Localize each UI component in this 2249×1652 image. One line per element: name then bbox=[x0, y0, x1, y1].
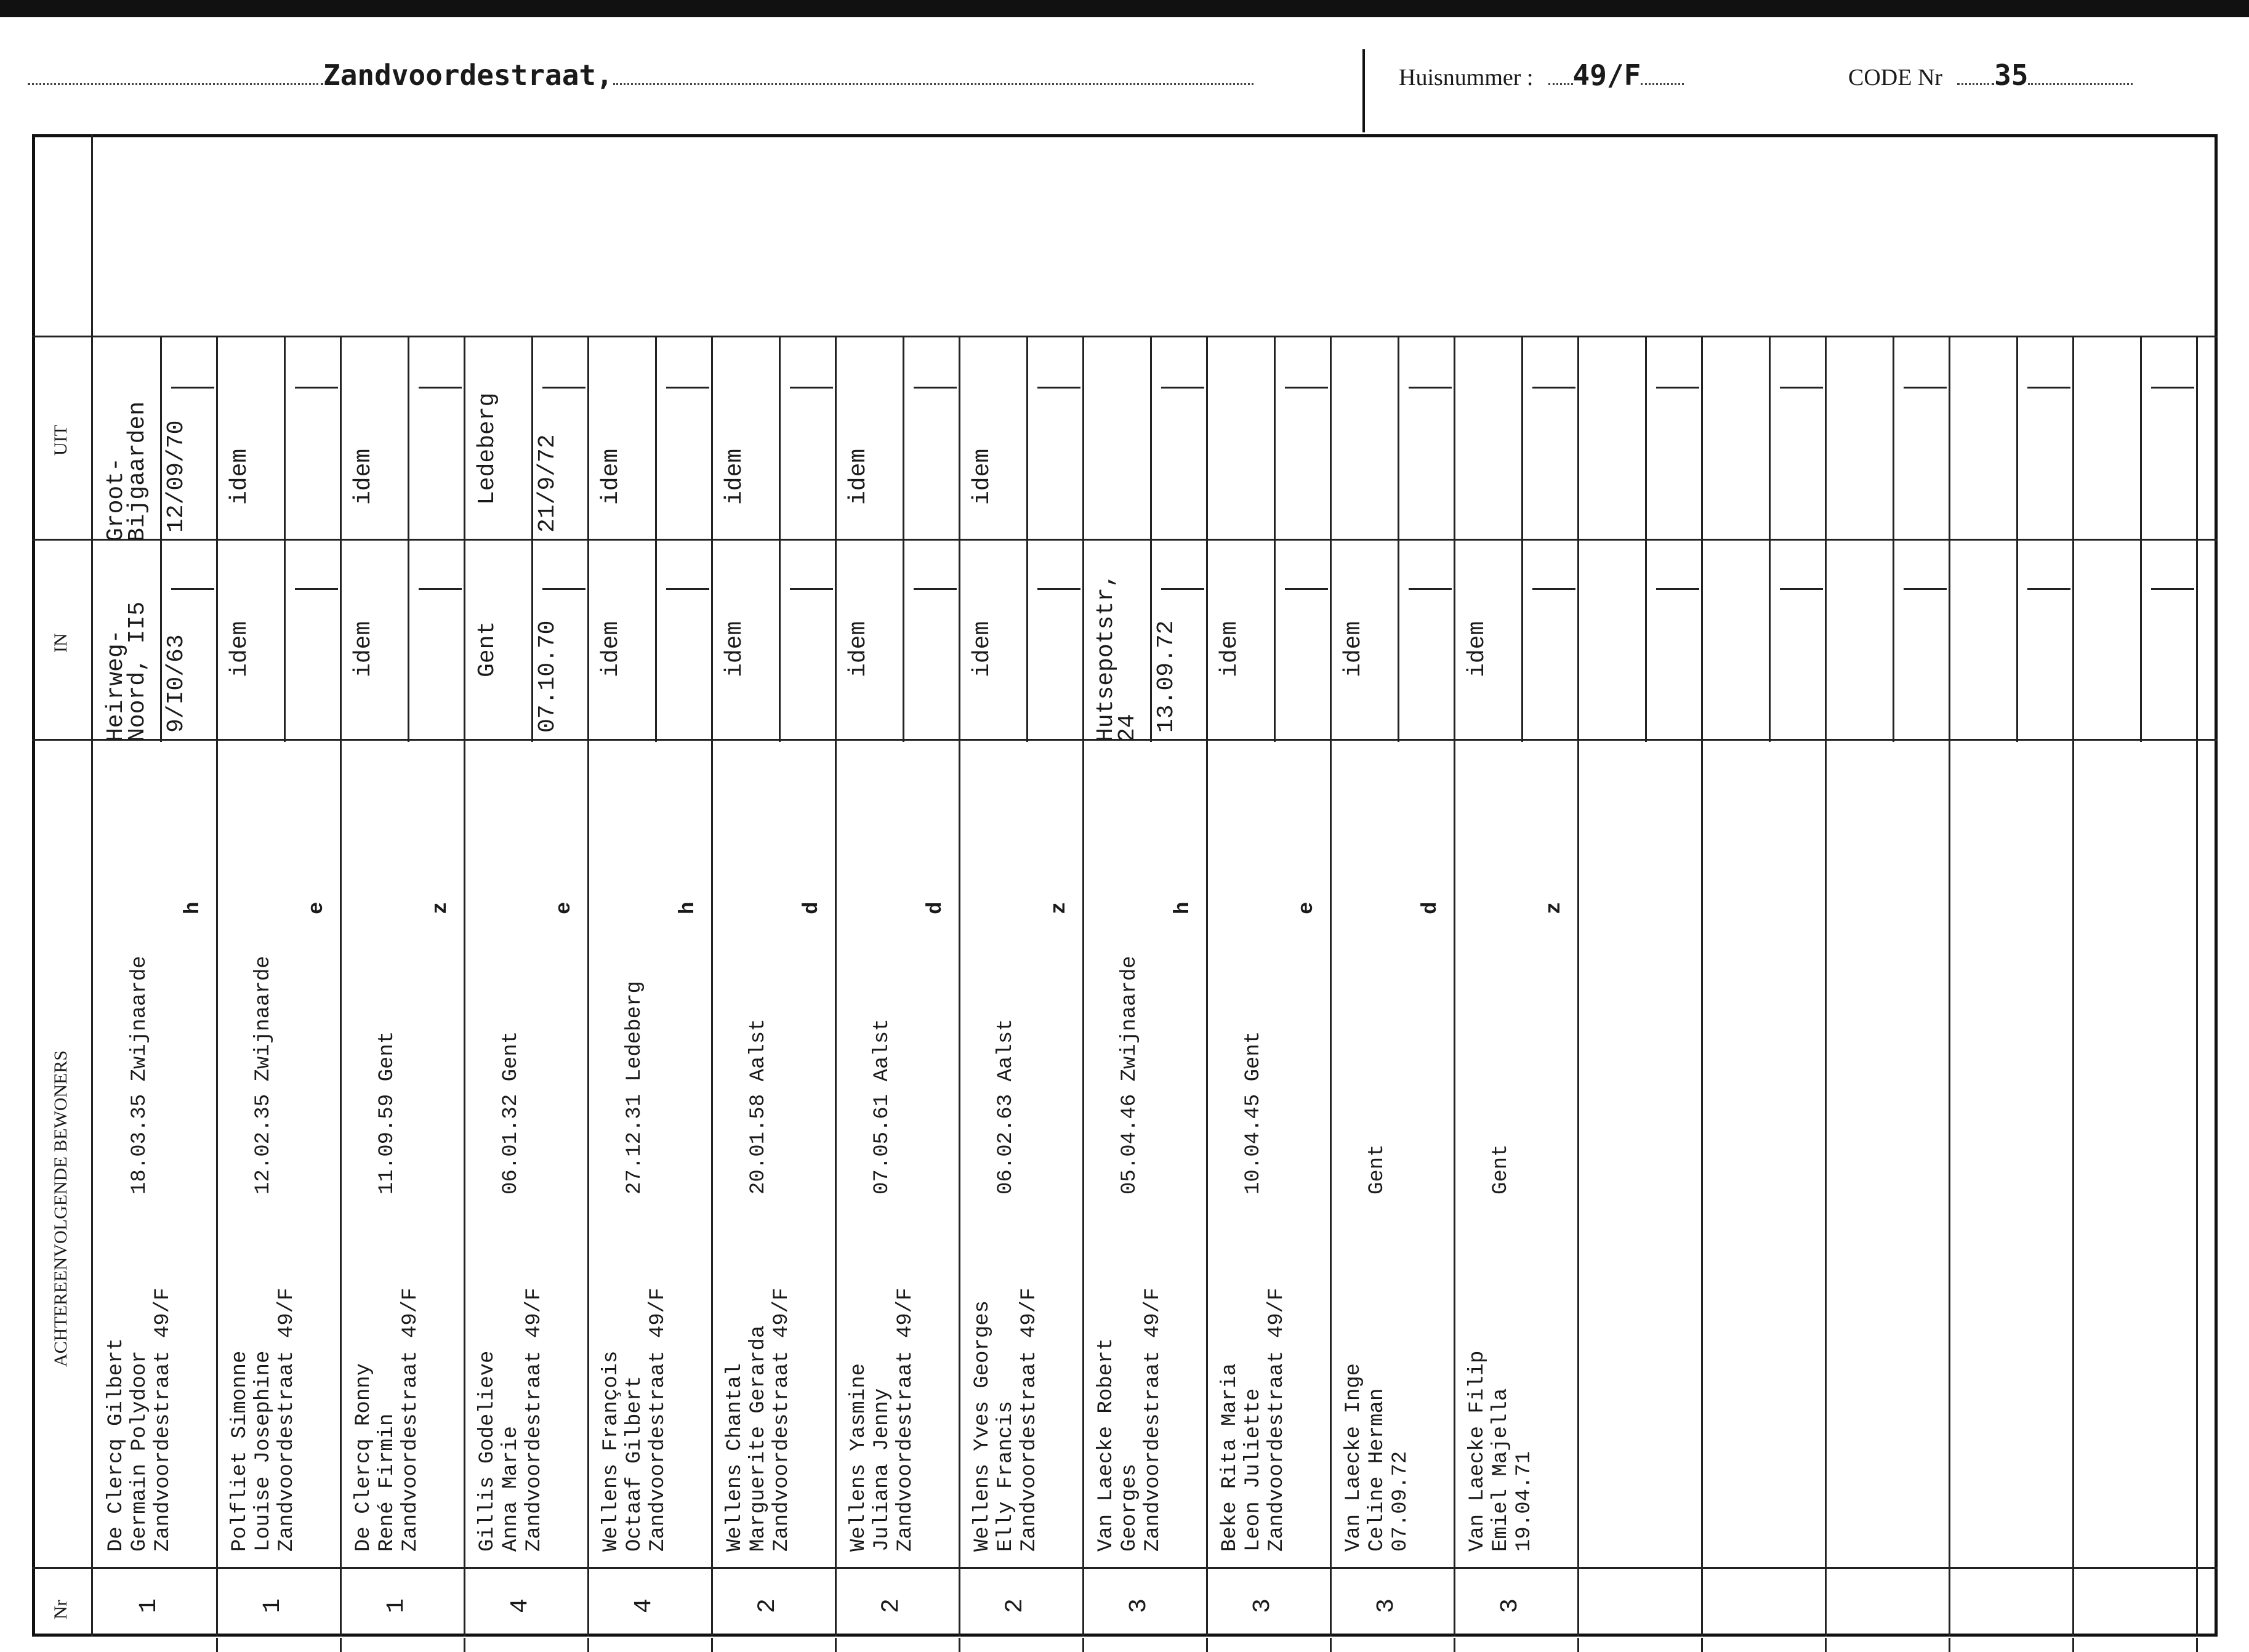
resident-address: Zandvoordestraat 49/F bbox=[399, 1287, 422, 1552]
resident-address: Zandvoordestraat 49/F bbox=[1265, 1287, 1289, 1552]
in-place: Heirweg- bbox=[103, 629, 129, 742]
in-place: idem bbox=[845, 621, 872, 677]
code-label: CODE Nr bbox=[1848, 65, 1943, 91]
resident-nr: 4 bbox=[507, 1598, 534, 1613]
top-black-edge bbox=[0, 0, 2249, 17]
bottom-tick bbox=[1454, 1638, 1455, 1652]
resident-nr: 2 bbox=[754, 1598, 782, 1613]
in-column-label: IN bbox=[50, 633, 71, 653]
resident-address: 07.09.72 bbox=[1389, 1451, 1412, 1552]
resident-name-line1: Van Laecke Inge bbox=[1342, 1363, 1366, 1552]
resident-name-line2: Octaaf Gilbert bbox=[623, 1376, 646, 1552]
bottom-tick bbox=[1577, 1638, 1579, 1652]
empty-mark bbox=[1656, 588, 1699, 590]
bottom-tick bbox=[1082, 1638, 1084, 1652]
resident-name-line1: Wellens Yasmine bbox=[847, 1363, 871, 1552]
empty-mark bbox=[1904, 387, 1947, 389]
uit-place: idem bbox=[350, 448, 377, 505]
in-cell-divider bbox=[1150, 336, 1152, 742]
empty-mark bbox=[419, 588, 462, 590]
resident-birth: 06.01.32 Gent bbox=[499, 1031, 523, 1195]
resident-relation-letter: z bbox=[429, 901, 453, 914]
in-cell-divider bbox=[1893, 336, 1894, 742]
resident-name-line1: Van Laecke Robert bbox=[1095, 1338, 1118, 1552]
empty-mark bbox=[1037, 588, 1080, 590]
resident-address: Zandvoordestraat 49/F bbox=[1141, 1287, 1165, 1552]
resident-address: Zandvoordestraat 49/F bbox=[770, 1287, 794, 1552]
empty-mark bbox=[914, 588, 957, 590]
resident-relation-letter: h bbox=[677, 901, 700, 914]
resident-nr: 3 bbox=[1125, 1598, 1153, 1613]
in-cell-divider bbox=[1645, 336, 1647, 742]
resident-birth: 12.02.35 Zwijnaarde bbox=[252, 956, 275, 1195]
resident-relation-letter: e bbox=[1295, 901, 1319, 914]
empty-mark bbox=[2151, 387, 2194, 389]
column-separator bbox=[1577, 336, 1579, 1637]
empty-mark bbox=[1161, 387, 1204, 389]
nr-column-label: Nr bbox=[50, 1600, 71, 1619]
column-separator bbox=[1949, 336, 1950, 1637]
in-cell-divider bbox=[1398, 336, 1399, 742]
resident-nr: 1 bbox=[135, 1598, 163, 1613]
empty-mark bbox=[1780, 588, 1823, 590]
empty-mark bbox=[2151, 588, 2194, 590]
empty-mark bbox=[2027, 588, 2070, 590]
resident-name-line2: René Firmin bbox=[376, 1413, 399, 1552]
empty-mark bbox=[1532, 588, 1575, 590]
resident-nr: 1 bbox=[383, 1598, 411, 1613]
column-separator bbox=[340, 336, 342, 1637]
uit-place: Ledeberg bbox=[474, 392, 501, 505]
column-separator bbox=[1206, 336, 1208, 1637]
uit-place: idem bbox=[969, 448, 996, 505]
resident-name-line2: Leon Juliette bbox=[1242, 1388, 1265, 1552]
resident-name-line1: Wellens François bbox=[600, 1350, 623, 1552]
code-field bbox=[1848, 58, 2133, 93]
resident-name-line1: Wellens Chantal bbox=[723, 1363, 747, 1552]
bottom-tick bbox=[1206, 1638, 1208, 1652]
in-cell-divider bbox=[2016, 336, 2018, 742]
column-separator bbox=[959, 336, 960, 1637]
empty-mark bbox=[1161, 588, 1204, 590]
uit-date: 12/09/70 bbox=[163, 420, 190, 533]
in-top-rule bbox=[32, 539, 2218, 541]
resident-birth: Gent bbox=[1489, 1144, 1513, 1195]
nr-top-rule bbox=[32, 1567, 2218, 1569]
uit-place: idem bbox=[598, 448, 624, 505]
empty-mark bbox=[295, 588, 338, 590]
column-separator bbox=[835, 336, 837, 1637]
resident-birth: 11.09.59 Gent bbox=[376, 1031, 399, 1195]
huisnummer-label: Huisnummer : bbox=[1399, 65, 1534, 91]
resident-name-line2: Celine Herman bbox=[1366, 1388, 1389, 1552]
empty-mark bbox=[1532, 387, 1575, 389]
uit-place: idem bbox=[227, 448, 253, 505]
resident-address: 19.04.71 bbox=[1513, 1451, 1536, 1552]
resident-name-line2: Louise Josephine bbox=[252, 1350, 275, 1552]
resident-relation-letter: d bbox=[924, 901, 947, 914]
empty-mark bbox=[295, 387, 338, 389]
resident-birth: 06.02.63 Aalst bbox=[994, 1018, 1018, 1195]
in-cell-divider bbox=[1274, 336, 1276, 742]
bottom-tick bbox=[1701, 1638, 1703, 1652]
bottom-tick bbox=[2072, 1638, 2074, 1652]
resident-name-line2: Georges bbox=[1118, 1464, 1141, 1552]
in-cell-divider bbox=[160, 336, 162, 742]
empty-mark bbox=[542, 387, 585, 389]
bottom-tick bbox=[587, 1638, 589, 1652]
huisnummer-field bbox=[1399, 58, 1684, 93]
empty-mark bbox=[171, 387, 214, 389]
resident-birth: 27.12.31 Ledeberg bbox=[623, 981, 646, 1195]
resident-name-line1: Van Laecke Filip bbox=[1466, 1350, 1489, 1552]
in-cell-divider bbox=[1769, 336, 1771, 742]
resident-name-line2: Marguerite Gerarda bbox=[747, 1325, 770, 1552]
resident-birth: 20.01.58 Aalst bbox=[747, 1018, 770, 1195]
in-place: idem bbox=[598, 621, 624, 677]
bottom-tick bbox=[464, 1638, 465, 1652]
resident-nr: 4 bbox=[630, 1598, 658, 1613]
resident-relation-letter: e bbox=[553, 901, 576, 914]
column-separator bbox=[216, 336, 218, 1637]
column-separator bbox=[711, 336, 713, 1637]
empty-mark bbox=[914, 387, 957, 389]
resident-birth: 07.05.61 Aalst bbox=[871, 1018, 894, 1195]
uit-place-2: Bijgaarden bbox=[124, 401, 151, 542]
column-separator bbox=[464, 336, 465, 1637]
empty-mark bbox=[1656, 387, 1699, 389]
resident-birth: 10.04.45 Gent bbox=[1242, 1031, 1265, 1195]
huisnummer-value: 49/F bbox=[1572, 58, 1641, 92]
bottom-tick bbox=[2196, 1638, 2198, 1652]
header-divider bbox=[1362, 49, 1365, 132]
resident-nr: 3 bbox=[1249, 1598, 1277, 1613]
resident-name-line1: Wellens Yves Georges bbox=[971, 1300, 994, 1552]
in-place: idem bbox=[969, 621, 996, 677]
in-place-2: 24 bbox=[1114, 714, 1141, 742]
in-place: idem bbox=[1464, 621, 1491, 677]
column-separator bbox=[587, 336, 589, 1637]
resident-nr: 3 bbox=[1497, 1598, 1524, 1613]
bottom-tick bbox=[959, 1638, 960, 1652]
in-place: idem bbox=[227, 621, 253, 677]
resident-name-line1: Gillis Godelieve bbox=[476, 1350, 499, 1552]
empty-mark bbox=[1409, 387, 1452, 389]
empty-mark bbox=[1285, 387, 1328, 389]
bottom-tick bbox=[1825, 1638, 1827, 1652]
resident-address: Zandvoordestraat 49/F bbox=[646, 1287, 670, 1552]
in-cell-divider bbox=[1026, 336, 1028, 742]
in-cell-divider bbox=[903, 336, 904, 742]
bottom-tick bbox=[216, 1638, 218, 1652]
bottom-tick bbox=[1949, 1638, 1950, 1652]
in-date: 13.09.72 bbox=[1153, 620, 1180, 733]
resident-address: Zandvoordestraat 49/F bbox=[275, 1287, 299, 1552]
in-place: idem bbox=[1340, 621, 1367, 677]
uit-place: idem bbox=[722, 448, 748, 505]
in-date: 07.10.70 bbox=[534, 620, 561, 733]
column-separator bbox=[1082, 336, 1084, 1637]
resident-birth: Gent bbox=[1366, 1144, 1389, 1195]
empty-mark bbox=[1780, 387, 1823, 389]
empty-mark bbox=[666, 588, 709, 590]
in-cell-divider bbox=[1521, 336, 1523, 742]
in-place: idem bbox=[722, 621, 748, 677]
resident-address: Zandvoordestraat 49/F bbox=[1018, 1287, 1041, 1552]
in-cell-divider bbox=[655, 336, 657, 742]
resident-name-line2: Juliana Jenny bbox=[871, 1388, 894, 1552]
resident-relation-letter: d bbox=[800, 901, 824, 914]
in-cell-divider bbox=[408, 336, 409, 742]
empty-mark bbox=[790, 387, 833, 389]
in-cell-divider bbox=[284, 336, 286, 742]
empty-mark bbox=[666, 387, 709, 389]
column-separator bbox=[2072, 336, 2074, 1637]
resident-birth: 18.03.35 Zwijnaarde bbox=[128, 956, 151, 1195]
label-column-rule bbox=[91, 134, 93, 1637]
resident-relation-letter: e bbox=[305, 901, 329, 914]
resident-name-line2: Emiel Majella bbox=[1489, 1388, 1513, 1552]
bottom-tick bbox=[835, 1638, 837, 1652]
column-separator bbox=[2196, 336, 2198, 1637]
column-separator bbox=[1454, 336, 1455, 1637]
street-header bbox=[28, 58, 1253, 93]
resident-nr: 1 bbox=[259, 1598, 287, 1613]
resident-name-line1: De Clercq Ronny bbox=[352, 1363, 376, 1552]
resident-address: Zandvoordestraat 49/F bbox=[523, 1287, 546, 1552]
resident-relation-letter: h bbox=[182, 901, 205, 914]
in-cell-divider bbox=[2140, 336, 2142, 742]
empty-mark bbox=[542, 588, 585, 590]
bottom-tick bbox=[1330, 1638, 1332, 1652]
column-separator bbox=[1701, 336, 1703, 1637]
empty-mark bbox=[1409, 588, 1452, 590]
uit-top-rule bbox=[32, 336, 2218, 337]
uit-place: Groot- bbox=[103, 457, 129, 542]
empty-mark bbox=[419, 387, 462, 389]
in-place: idem bbox=[1217, 621, 1243, 677]
uit-date: 21/9/72 bbox=[534, 434, 561, 533]
resident-relation-letter: z bbox=[1048, 901, 1071, 914]
empty-mark bbox=[1285, 588, 1328, 590]
resident-name-line2: Elly Francis bbox=[994, 1401, 1018, 1552]
resident-name-line1: Polfliet Simonne bbox=[228, 1350, 252, 1552]
in-place: Hutsepotstr, bbox=[1093, 573, 1119, 742]
in-cell-divider bbox=[779, 336, 781, 742]
resident-nr: 3 bbox=[1373, 1598, 1401, 1613]
resident-relation-letter: z bbox=[1543, 901, 1566, 914]
bewoners-column-label: ACHTEREENVOLGENDE BEWONERS bbox=[50, 1050, 71, 1367]
uit-place: idem bbox=[845, 448, 872, 505]
code-value: 35 bbox=[1994, 58, 2029, 92]
bottom-tick bbox=[711, 1638, 713, 1652]
resident-name-line2: Germain Polydoor bbox=[128, 1350, 151, 1552]
in-cell-divider bbox=[531, 336, 533, 742]
resident-address: Zandvoordestraat 49/F bbox=[894, 1287, 917, 1552]
uit-column-label: UIT bbox=[50, 425, 71, 456]
resident-name-line2: Anna Marie bbox=[499, 1425, 523, 1552]
empty-mark bbox=[1904, 588, 1947, 590]
resident-relation-letter: h bbox=[1172, 901, 1195, 914]
resident-address: Zandvoordestraat 49/F bbox=[151, 1287, 175, 1552]
bottom-tick bbox=[340, 1638, 342, 1652]
in-date: 9/I0/63 bbox=[163, 634, 190, 733]
resident-relation-letter: d bbox=[1419, 901, 1442, 914]
resident-name-line1: De Clercq Gilbert bbox=[105, 1338, 128, 1552]
street-name: Zandvoordestraat, bbox=[323, 58, 613, 92]
in-place: idem bbox=[350, 621, 377, 677]
empty-mark bbox=[1037, 387, 1080, 389]
resident-name-line1: Beke Rita Maria bbox=[1218, 1363, 1242, 1552]
empty-mark bbox=[790, 588, 833, 590]
resident-nr: 2 bbox=[878, 1598, 906, 1613]
empty-mark bbox=[171, 588, 214, 590]
in-place: Gent bbox=[474, 621, 501, 677]
empty-mark bbox=[2027, 387, 2070, 389]
column-separator bbox=[1330, 336, 1332, 1637]
column-separator bbox=[1825, 336, 1827, 1637]
resident-nr: 2 bbox=[1002, 1598, 1029, 1613]
resident-birth: 05.04.46 Zwijnaarde bbox=[1118, 956, 1141, 1195]
in-place-2: Noord, II5 bbox=[124, 601, 151, 742]
